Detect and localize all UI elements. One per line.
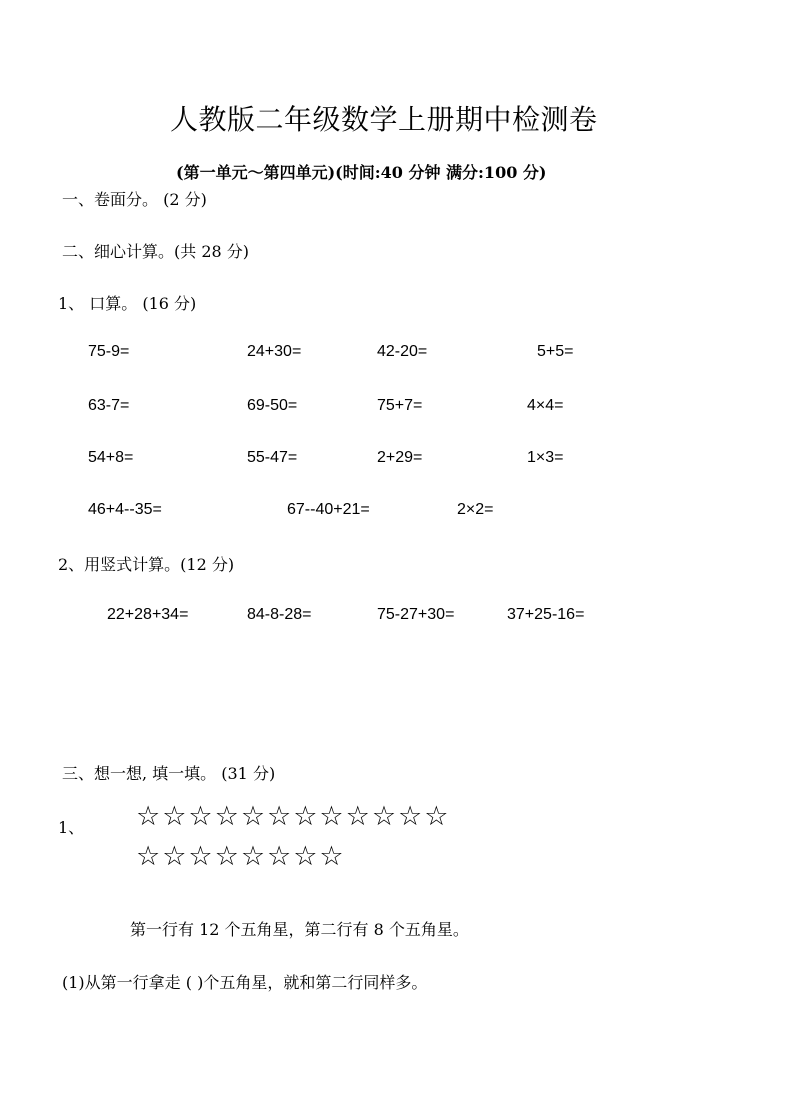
section-3-heading: 三、想一想, 填一填。 (31 分) <box>62 764 276 783</box>
vertical-expression: 22+28+34= <box>107 606 189 623</box>
oral-expression: 2×2= <box>457 501 494 518</box>
oral-expression: 24+30= <box>247 343 302 360</box>
oral-expression: 4×4= <box>527 397 564 414</box>
question-number: 1、 <box>58 818 85 837</box>
oral-expression: 75-9= <box>88 343 130 360</box>
oral-expression: 42-20= <box>377 343 428 360</box>
oral-expression: 63-7= <box>88 397 130 414</box>
oral-expression: 69-50= <box>247 397 298 414</box>
oral-expression: 54+8= <box>88 449 134 466</box>
vertical-expression: 84-8-28= <box>247 606 312 623</box>
page-title: 人教版二年级数学上册期中检测卷 <box>170 103 598 136</box>
oral-expression: 2+29= <box>377 449 423 466</box>
oral-expression: 5+5= <box>537 343 574 360</box>
oral-expression: 55-47= <box>247 449 298 466</box>
section-1-heading: 一、卷面分。 (2 分) <box>62 190 207 209</box>
vertical-calc-heading: 2、用竖式计算。(12 分) <box>58 555 235 574</box>
star-row-1: ☆☆☆☆☆☆☆☆☆☆☆☆ <box>136 801 451 832</box>
vertical-expression: 75-27+30= <box>377 606 455 623</box>
sub-question-1: (1)从第一行拿走 ( )个五角星，就和第二行同样多。 <box>62 973 428 992</box>
oral-expression: 1×3= <box>527 449 564 466</box>
oral-expression: 46+4--35= <box>88 501 162 518</box>
stars-description: 第一行有 12 个五角星，第二行有 8 个五角星。 <box>130 920 469 939</box>
section-2-heading: 二、细心计算。(共 28 分) <box>62 242 250 261</box>
vertical-expression: 37+25-16= <box>507 606 585 623</box>
oral-expression: 67--40+21= <box>287 501 370 518</box>
page-subtitle: (第一单元～第四单元)(时间:40 分钟 满分:100 分) <box>176 163 547 182</box>
oral-expression: 75+7= <box>377 397 423 414</box>
oral-calc-heading: 1、 口算。 (16 分) <box>58 294 197 313</box>
star-row-2: ☆☆☆☆☆☆☆☆ <box>136 841 346 872</box>
